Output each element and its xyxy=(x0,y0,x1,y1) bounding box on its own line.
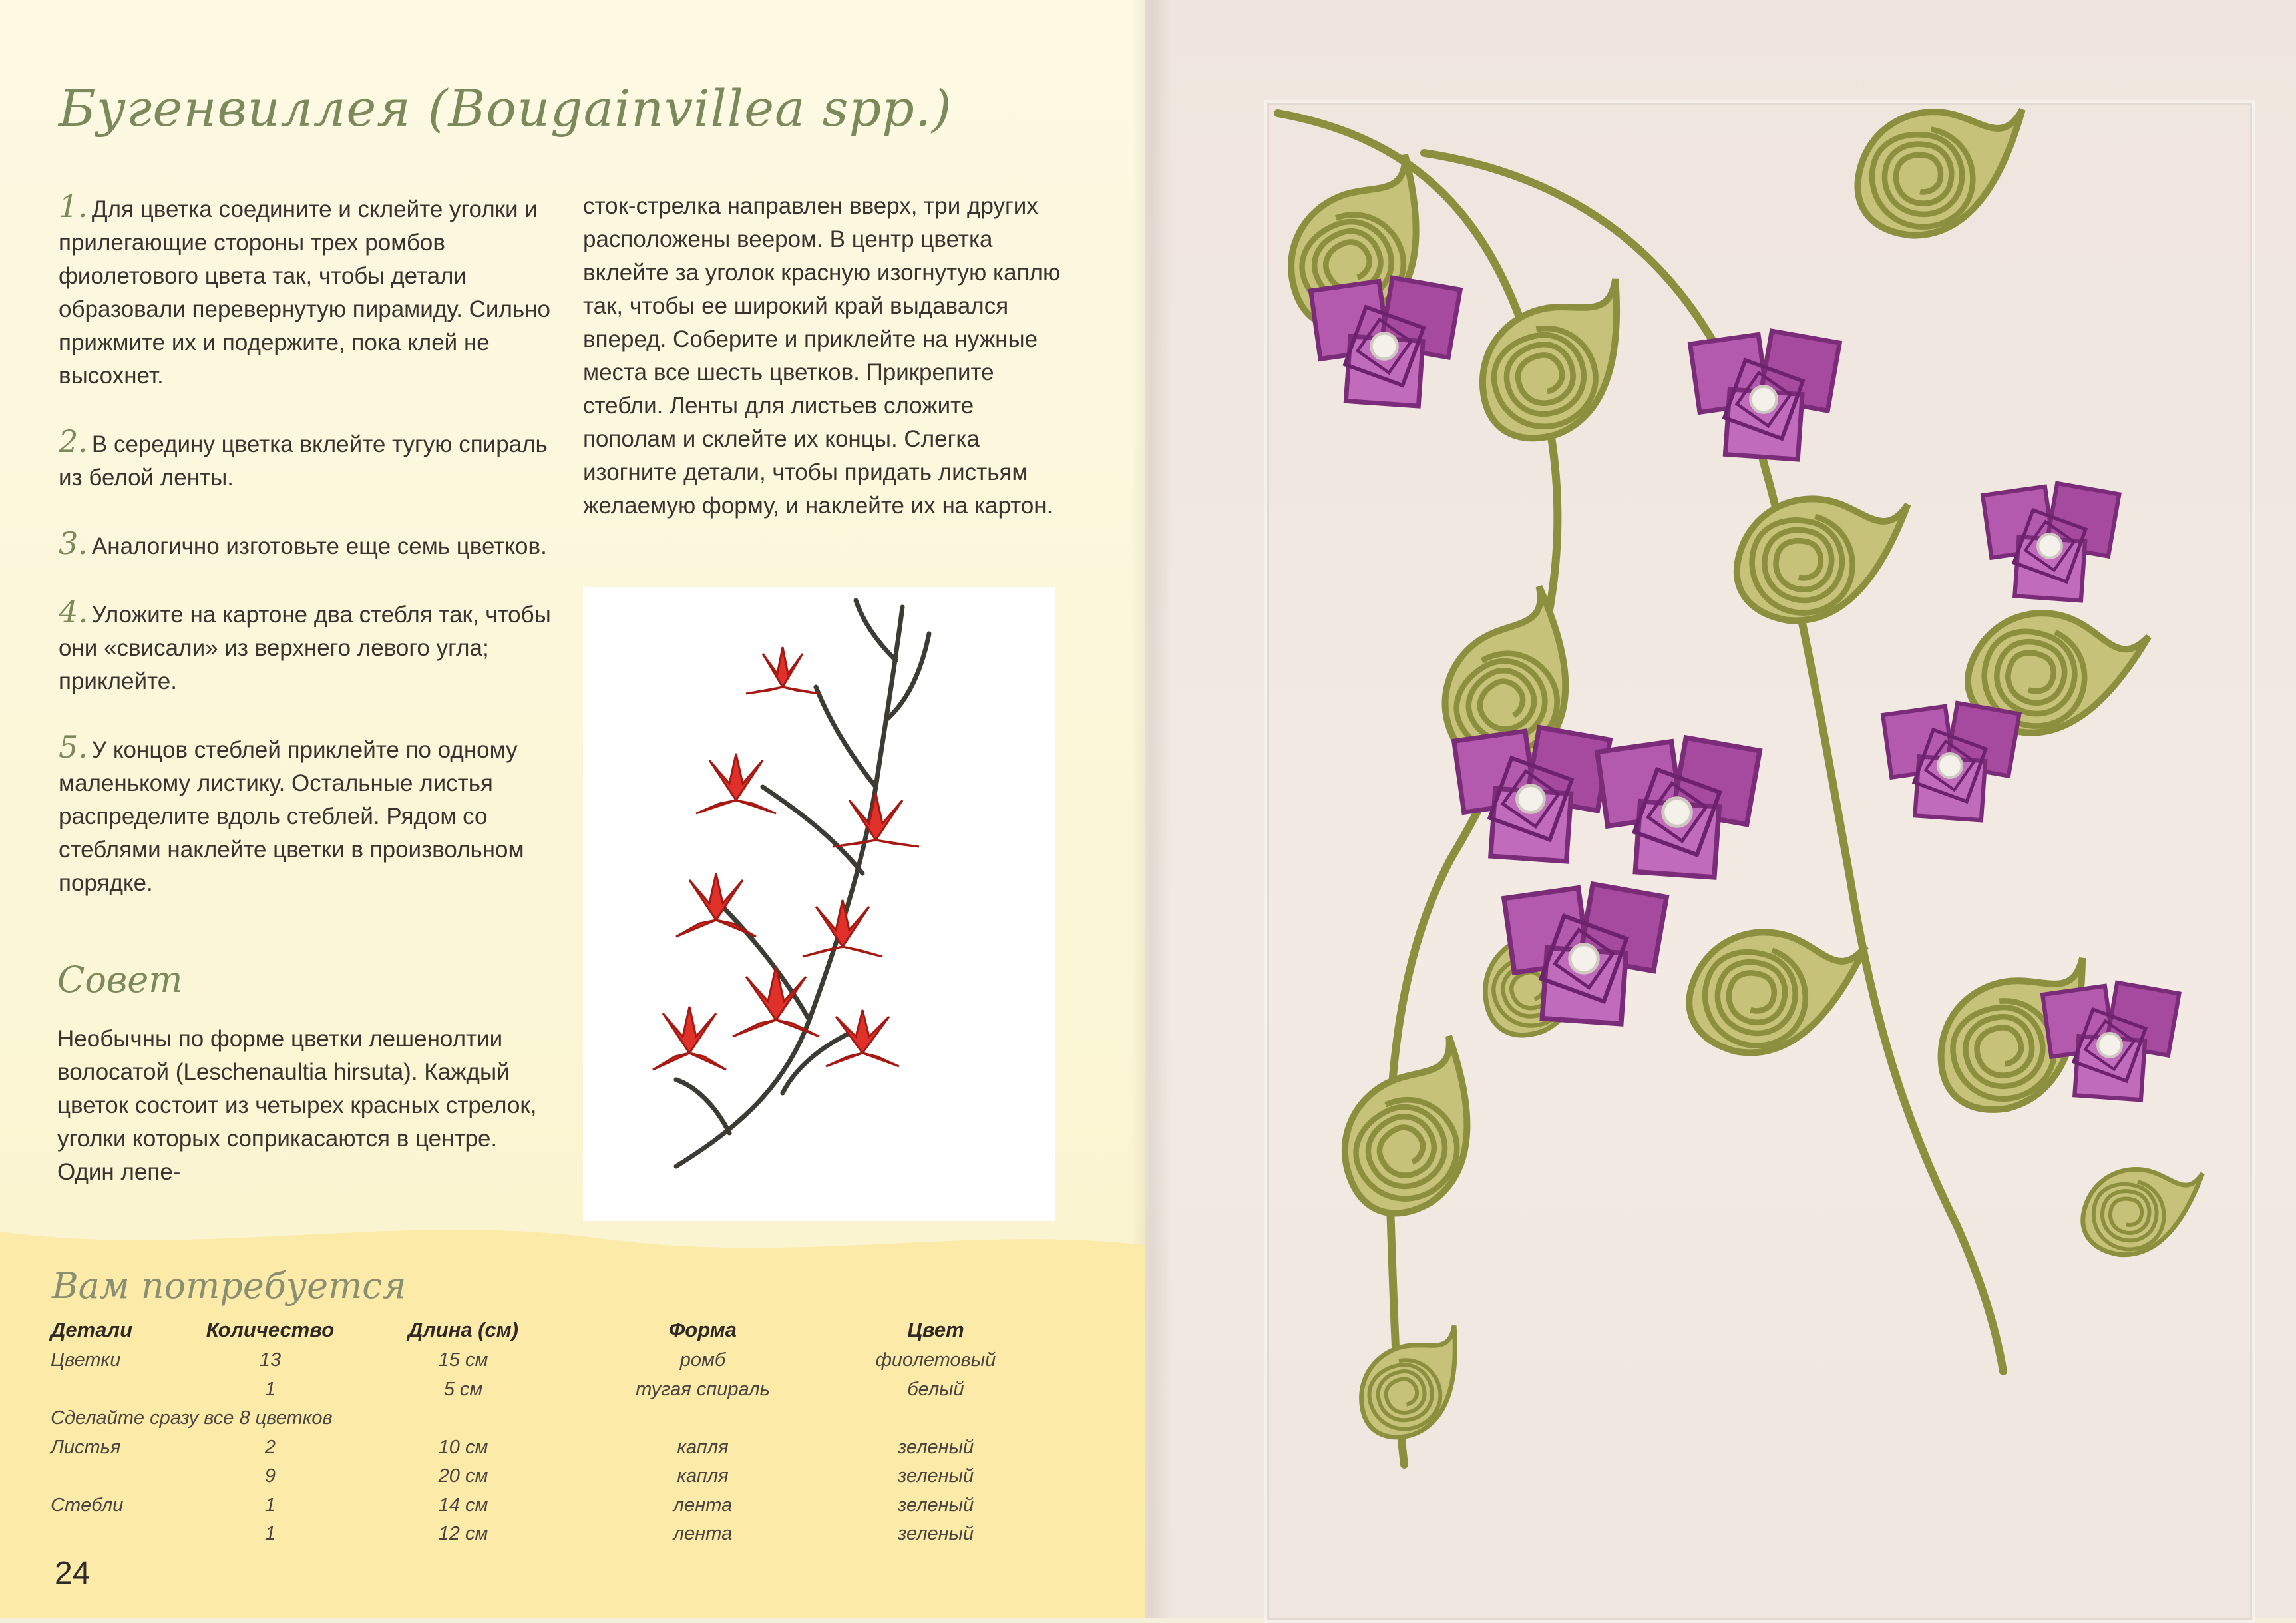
leschenaultia-illustration xyxy=(583,587,1055,1221)
cell-color: фиолетовый xyxy=(875,1349,996,1371)
step-1 xyxy=(59,190,551,393)
cell-qty: 1 xyxy=(264,1523,276,1545)
materials-table xyxy=(51,1318,1049,1549)
cell-color: белый xyxy=(907,1378,964,1400)
cell-part xyxy=(51,1375,197,1405)
cell-shape: тугая спираль xyxy=(636,1378,770,1400)
leschenaultia-photo xyxy=(583,587,1055,1221)
step-text: Для цветка соедините и склейте уголки и прилегающие стороны трех ромбов фиолетового цвета так, чтобы детали образовали перевернутую пирамиду. Сильно прижмите их и подержите, пока клей не высохнет. xyxy=(59,196,550,389)
page-number: 24 xyxy=(55,1556,91,1591)
cell-qty: 2 xyxy=(264,1436,276,1458)
cell-length: 12 см xyxy=(438,1523,488,1545)
cell-color: зеленый xyxy=(897,1465,974,1487)
cell-part xyxy=(51,1462,197,1491)
column-header: Длина (см) xyxy=(407,1318,518,1341)
step-2 xyxy=(59,425,551,495)
cell-shape: лента xyxy=(673,1523,733,1545)
step-3 xyxy=(59,527,551,563)
step-text: В середину цветка вклейте тугую спираль из белой ленты. xyxy=(59,431,548,491)
cell-shape: капля xyxy=(677,1436,729,1458)
table-row xyxy=(51,1375,1049,1405)
table-row xyxy=(51,1433,1049,1463)
step-number: 4. xyxy=(59,594,88,630)
step-text: У концов стеблей приклейте по одному маленькому листику. Остальные листья распределите вдоль стеблей. Рядом со стеблями наклейте цветки в произвольном порядке. xyxy=(59,737,524,896)
cell-length: 14 см xyxy=(438,1494,488,1516)
tip-text-2: сток-стрелка направлен вверх, три других расположены веером. В центр цветка вклейте за уголок красную изогнутую каплю так, чтобы ее широкий край выдавался вперед. Соберите и приклейте на нужные места все шесть цветков. Прикрепите стебли. Ленты для листьев сложите пополам и склейте их концы. Слегка изогните детали, чтобы придать листьям желаемую форму, и наклейте их на картон. xyxy=(583,193,1061,519)
cell-note: Сделайте сразу все 8 цветков xyxy=(51,1407,333,1429)
cell-length: 15 см xyxy=(438,1349,488,1371)
table-row xyxy=(51,1520,1049,1549)
cell-shape: лента xyxy=(673,1494,733,1516)
step-4 xyxy=(59,595,551,698)
table-row xyxy=(51,1462,1049,1491)
table-row xyxy=(51,1346,1049,1375)
step-number: 1. xyxy=(59,188,88,224)
column-header: Форма xyxy=(669,1318,737,1341)
cell-shape: ромб xyxy=(679,1349,726,1371)
cell-color: зеленый xyxy=(897,1436,974,1458)
page-title: Бугенвиллея (Bougainvillea spp.) xyxy=(59,79,952,138)
cell-part xyxy=(51,1520,197,1549)
step-5 xyxy=(59,730,551,900)
cell-shape: капля xyxy=(677,1465,729,1487)
step-number: 2. xyxy=(59,423,88,459)
instructions-column-1 xyxy=(59,190,551,932)
bougainvillea-quilling-photo xyxy=(1251,93,2269,1558)
cell-qty: 1 xyxy=(264,1494,276,1516)
column-header: Цвет xyxy=(907,1318,964,1341)
table-row xyxy=(51,1491,1049,1520)
cell-length: 20 см xyxy=(438,1465,488,1487)
cell-part: Цветки xyxy=(51,1349,121,1371)
cell-part: Стебли xyxy=(51,1494,124,1516)
table-row xyxy=(51,1404,1049,1433)
cell-length: 5 см xyxy=(443,1378,483,1400)
cell-color: зеленый xyxy=(897,1523,974,1545)
materials-heading: Вам потребуется xyxy=(52,1265,407,1307)
step-text: Аналогично изготовьте еще семь цветков. xyxy=(91,533,547,559)
cell-color: зеленый xyxy=(897,1494,974,1516)
tip-text-1: Необычны по форме цветки лешенолтии волосатой (Leschenaultia hirsuta). Каждый цветок состоит из четырех красных стрелок, уголки которых соприкасаются в центре. Один лепе- xyxy=(57,1026,537,1185)
cell-qty: 9 xyxy=(264,1465,276,1487)
column-header: Детали xyxy=(51,1318,133,1341)
tip-heading: Совет xyxy=(57,959,183,1001)
cell-part: Листья xyxy=(51,1436,121,1458)
step-number: 5. xyxy=(59,729,88,765)
step-text: Уложите на картоне два стебля так, чтобы они «свисали» из верхнего левого угла; приклейте. xyxy=(59,602,551,694)
cell-qty: 1 xyxy=(264,1378,276,1400)
table-header-row xyxy=(51,1318,1049,1346)
column-header: Количество xyxy=(206,1318,335,1341)
step-number: 3. xyxy=(59,525,88,561)
cell-qty: 13 xyxy=(259,1349,282,1371)
cell-length: 10 см xyxy=(438,1436,488,1458)
